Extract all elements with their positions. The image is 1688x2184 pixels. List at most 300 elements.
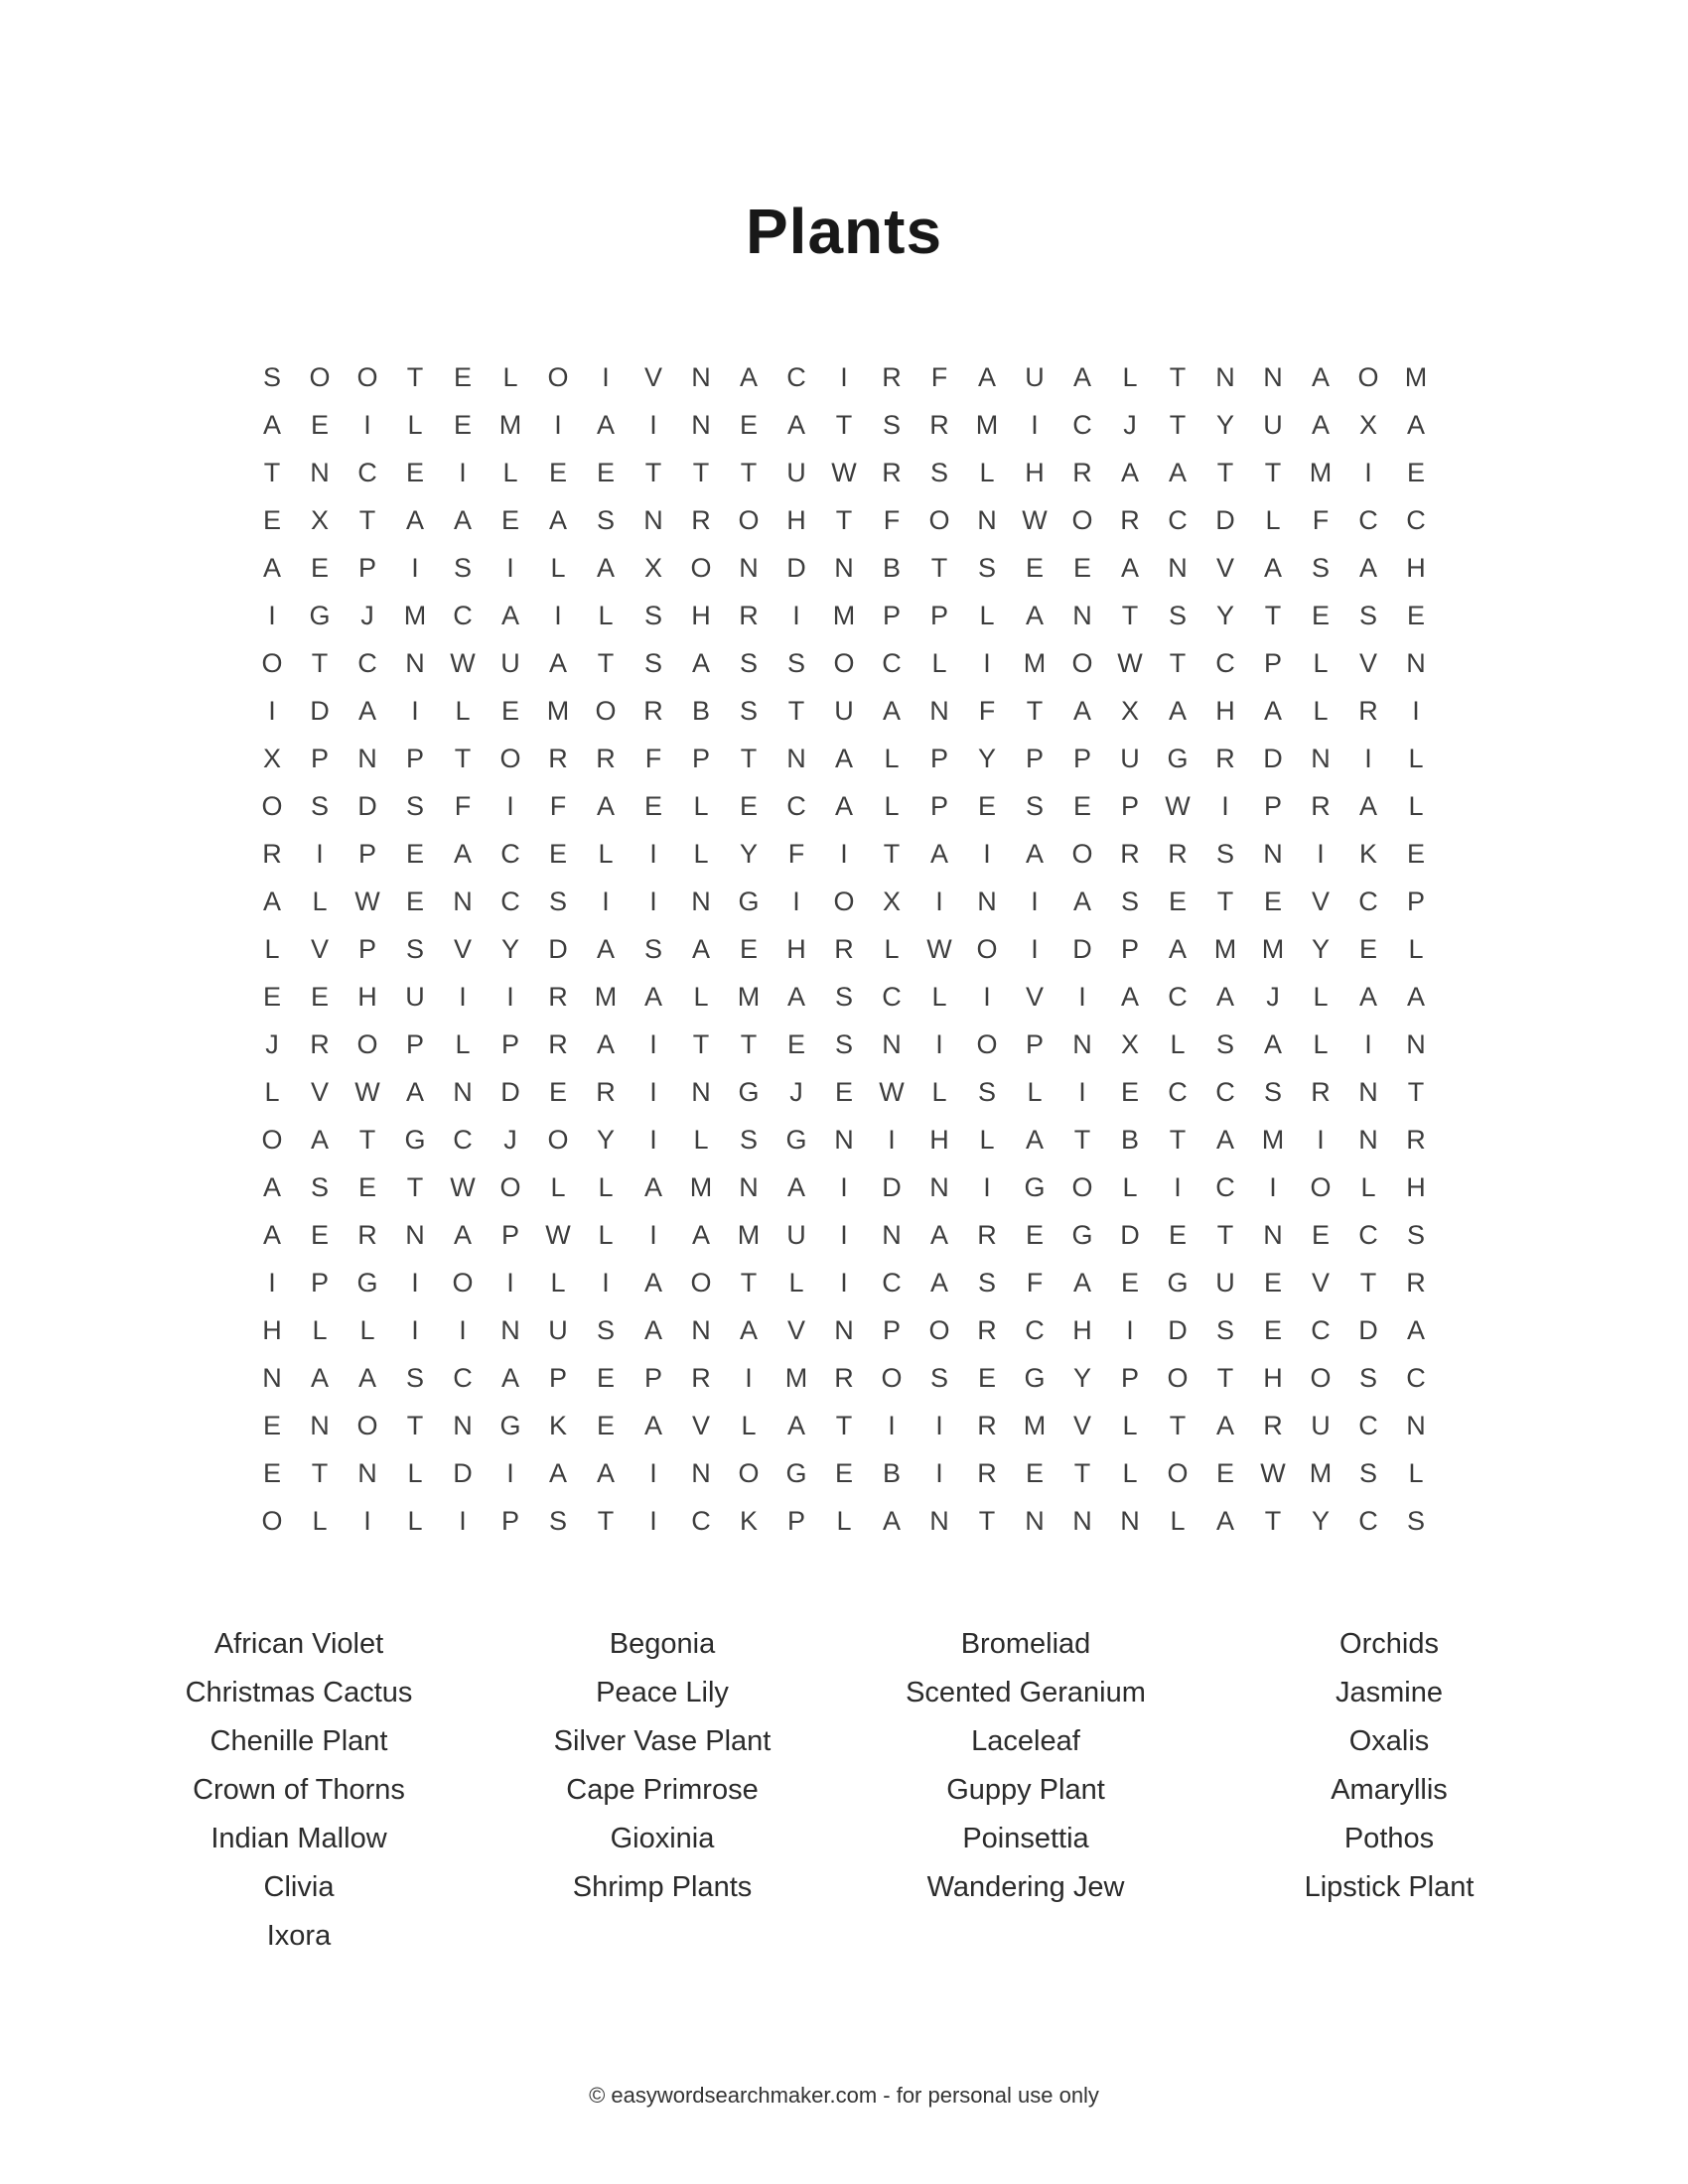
grid-letter: A xyxy=(834,790,853,821)
grid-letter: I xyxy=(840,1171,848,1202)
grid-letter: I xyxy=(840,361,848,392)
grid-letter: N xyxy=(1263,1219,1283,1250)
grid-letter: I xyxy=(983,838,991,869)
grid-letter: N xyxy=(1406,647,1426,678)
grid-letter: L xyxy=(1027,1076,1043,1107)
grid-letter: G xyxy=(738,886,760,916)
word-list-item: Laceleaf xyxy=(971,1725,1080,1757)
grid-letter: F xyxy=(1312,504,1330,535)
grid-letter: N xyxy=(691,361,711,392)
word-list-column xyxy=(117,1620,481,1961)
grid-letter: S xyxy=(977,1076,996,1107)
word-list-item: Guppy Plant xyxy=(946,1774,1105,1806)
grid-letter: I xyxy=(411,1267,419,1297)
grid-letter: Y xyxy=(1311,1505,1330,1536)
grid-letter: E xyxy=(1215,1457,1234,1488)
grid-letter: L xyxy=(931,647,947,678)
grid-letter: E xyxy=(1072,552,1091,583)
grid-letter: C xyxy=(357,647,377,678)
grid-letter: I xyxy=(649,1076,657,1107)
word-list-item: African Violet xyxy=(213,1628,384,1660)
grid-letter: I xyxy=(649,838,657,869)
grid-letter: I xyxy=(1078,1076,1086,1107)
grid-letter: Y xyxy=(500,933,519,964)
grid-letter: I xyxy=(935,886,943,916)
grid-letter: D xyxy=(357,790,377,821)
grid-letter: P xyxy=(500,1028,519,1059)
grid-letter: V xyxy=(310,1076,329,1107)
grid-letter: H xyxy=(1215,695,1235,726)
grid-letter: A xyxy=(310,1362,329,1393)
grid-letter: I xyxy=(888,1124,896,1155)
grid-letter: L xyxy=(502,457,518,487)
grid-letter: W xyxy=(545,1219,571,1250)
grid-letter: W xyxy=(450,1171,476,1202)
grid-letter: C xyxy=(1168,981,1188,1012)
grid-letter: A xyxy=(834,743,853,773)
grid-letter: I xyxy=(506,1267,514,1297)
grid-letter: P xyxy=(929,790,948,821)
grid-letter: W xyxy=(1117,647,1143,678)
grid-letter: A xyxy=(786,1171,805,1202)
grid-letter: I xyxy=(649,1028,657,1059)
grid-letter: A xyxy=(310,1124,329,1155)
grid-letter: Y xyxy=(1311,933,1330,964)
grid-letter: I xyxy=(649,886,657,916)
grid-letter: W xyxy=(450,647,476,678)
grid-letter: L xyxy=(550,1171,566,1202)
grid-letter: S xyxy=(1358,1457,1377,1488)
grid-letter: N xyxy=(834,552,854,583)
grid-letter: L xyxy=(884,743,900,773)
grid-letter: S xyxy=(1311,552,1330,583)
grid-letter: L xyxy=(979,1124,995,1155)
grid-letter: T xyxy=(263,457,281,487)
grid-letter: T xyxy=(835,409,853,440)
grid-letter: R xyxy=(1120,504,1140,535)
grid-letter: A xyxy=(262,1219,281,1250)
grid-letter: L xyxy=(598,838,614,869)
grid-letter: D xyxy=(1263,743,1283,773)
grid-letter: G xyxy=(1024,1171,1046,1202)
grid-letter: O xyxy=(356,1410,378,1440)
grid-letter: E xyxy=(1311,600,1330,630)
grid-letter: E xyxy=(1168,1219,1187,1250)
grid-letter: N xyxy=(1168,552,1188,583)
grid-letter: O xyxy=(928,1314,950,1345)
grid-letter: G xyxy=(356,1267,378,1297)
grid-letter: C xyxy=(1072,409,1092,440)
grid-letter: L xyxy=(1313,647,1329,678)
grid-letter: I xyxy=(602,1267,610,1297)
grid-letter: A xyxy=(1025,838,1044,869)
grid-letter: O xyxy=(547,1124,569,1155)
grid-letter: S xyxy=(596,1314,615,1345)
grid-letter: L xyxy=(1122,361,1138,392)
grid-letter: R xyxy=(1263,1410,1283,1440)
grid-letter: E xyxy=(262,1410,281,1440)
grid-letter: A xyxy=(1025,600,1044,630)
grid-letter: T xyxy=(311,1457,329,1488)
grid-letter: O xyxy=(690,1267,712,1297)
grid-letter: A xyxy=(786,981,805,1012)
grid-letter: C xyxy=(1215,647,1235,678)
grid-letter: E xyxy=(500,504,519,535)
grid-letter: T xyxy=(1169,1410,1187,1440)
grid-letter: W xyxy=(1260,1457,1286,1488)
grid-letter: A xyxy=(262,886,281,916)
grid-letter: L xyxy=(1122,1171,1138,1202)
grid-letter: R xyxy=(1072,457,1092,487)
grid-letter: S xyxy=(1406,1505,1425,1536)
grid-letter: L xyxy=(1122,1457,1138,1488)
grid-letter: I xyxy=(1031,933,1039,964)
grid-letter: P xyxy=(548,1362,567,1393)
grid-letter: A xyxy=(1263,552,1282,583)
grid-letter: E xyxy=(310,552,329,583)
grid-letter: A xyxy=(1072,361,1091,392)
grid-letter: T xyxy=(835,504,853,535)
grid-letter: A xyxy=(929,1219,948,1250)
word-list-column xyxy=(481,1620,844,1961)
word-list-item: Orchids xyxy=(1339,1628,1439,1660)
grid-letter: I xyxy=(935,1028,943,1059)
grid-letter: T xyxy=(1073,1457,1091,1488)
grid-letter: V xyxy=(1072,1410,1091,1440)
grid-letter: I xyxy=(1031,409,1039,440)
grid-letter: O xyxy=(881,1362,903,1393)
grid-letter: O xyxy=(1167,1457,1189,1488)
grid-letter: R xyxy=(1311,790,1331,821)
grid-letter: T xyxy=(740,743,758,773)
grid-letter: E xyxy=(453,361,472,392)
grid-letter: A xyxy=(405,1076,424,1107)
grid-letter: C xyxy=(882,1267,902,1297)
grid-letter: I xyxy=(888,1410,896,1440)
grid-letter: N xyxy=(262,1362,282,1393)
word-list-item: Indian Mallow xyxy=(211,1823,387,1854)
grid-letter: E xyxy=(405,886,424,916)
grid-letter: E xyxy=(262,504,281,535)
grid-letter: T xyxy=(740,1028,758,1059)
grid-letter: E xyxy=(786,1028,805,1059)
grid-letter: I xyxy=(1174,1171,1182,1202)
grid-letter: C xyxy=(1406,1362,1426,1393)
grid-letter: R xyxy=(977,1219,997,1250)
grid-letter: S xyxy=(739,695,758,726)
grid-letter: O xyxy=(1071,1171,1093,1202)
grid-letter: G xyxy=(1167,1267,1189,1297)
grid-letter: D xyxy=(310,695,330,726)
grid-letter: R xyxy=(882,457,902,487)
grid-letter: A xyxy=(929,1267,948,1297)
grid-letter: L xyxy=(693,790,709,821)
grid-letter: T xyxy=(1216,1362,1234,1393)
grid-letter: E xyxy=(1120,1267,1139,1297)
grid-letter: A xyxy=(691,1219,710,1250)
grid-letter: L xyxy=(1170,1028,1186,1059)
grid-letter: D xyxy=(1358,1314,1378,1345)
grid-letter: P xyxy=(882,1314,901,1345)
grid-letter: A xyxy=(500,1362,519,1393)
grid-letter: N xyxy=(310,457,330,487)
grid-letter: F xyxy=(978,695,996,726)
grid-letter: L xyxy=(788,1267,804,1297)
grid-letter: L xyxy=(312,1505,328,1536)
grid-letter: F xyxy=(930,361,948,392)
grid-letter: O xyxy=(976,933,998,964)
grid-letter: A xyxy=(453,1219,472,1250)
grid-letter: R xyxy=(882,361,902,392)
grid-letter: C xyxy=(453,1124,473,1155)
grid-letter: S xyxy=(929,1362,948,1393)
grid-letter: T xyxy=(311,647,329,678)
grid-letter: I xyxy=(459,1314,467,1345)
grid-letter: Y xyxy=(596,1124,615,1155)
grid-letter: S xyxy=(1406,1219,1425,1250)
grid-letter: M xyxy=(975,409,999,440)
grid-letter: N xyxy=(1311,743,1331,773)
word-list-item: Bromeliad xyxy=(960,1628,1091,1660)
grid-letter: N xyxy=(357,743,377,773)
grid-letter: T xyxy=(835,1410,853,1440)
grid-letter: T xyxy=(930,552,948,583)
grid-letter: I xyxy=(506,1457,514,1488)
grid-letter: L xyxy=(502,361,518,392)
grid-letter: O xyxy=(690,552,712,583)
grid-letter: P xyxy=(357,933,376,964)
grid-letter: R xyxy=(977,1457,997,1488)
grid-letter: N xyxy=(1215,361,1235,392)
grid-letter: I xyxy=(459,981,467,1012)
grid-letter: P xyxy=(1025,1028,1044,1059)
grid-letter: I xyxy=(1221,790,1229,821)
grid-letter: I xyxy=(935,1410,943,1440)
grid-letter: C xyxy=(1358,1505,1378,1536)
grid-letter: H xyxy=(1263,1362,1283,1393)
grid-letter: O xyxy=(261,647,283,678)
grid-letter: D xyxy=(1072,933,1092,964)
grid-letter: N xyxy=(691,1314,711,1345)
grid-letter: S xyxy=(643,600,662,630)
grid-letter: E xyxy=(357,1171,376,1202)
grid-letter: A xyxy=(1072,886,1091,916)
grid-letter: E xyxy=(1025,1457,1044,1488)
grid-letter: A xyxy=(1358,790,1377,821)
grid-letter: E xyxy=(500,695,519,726)
grid-letter: I xyxy=(554,600,562,630)
grid-letter: R xyxy=(1358,695,1378,726)
grid-letter: E xyxy=(977,1362,996,1393)
grid-letter: H xyxy=(262,1314,282,1345)
grid-letter: O xyxy=(1310,1171,1332,1202)
grid-letter: X xyxy=(1358,409,1377,440)
grid-letter: M xyxy=(1023,647,1047,678)
grid-letter: T xyxy=(597,1505,615,1536)
grid-letter: O xyxy=(356,1028,378,1059)
grid-letter: R xyxy=(1406,1124,1426,1155)
grid-letter: H xyxy=(1406,1171,1426,1202)
grid-letter: E xyxy=(834,1457,853,1488)
grid-letter: I xyxy=(983,1171,991,1202)
footer-text: © easywordsearchmaker.com - for personal use only xyxy=(589,2083,1099,2108)
grid-letter: L xyxy=(407,1457,423,1488)
grid-letter: V xyxy=(1025,981,1044,1012)
grid-letter: R xyxy=(548,981,568,1012)
grid-letter: P xyxy=(1072,743,1091,773)
grid-letter: O xyxy=(976,1028,998,1059)
grid-letter: C xyxy=(882,647,902,678)
grid-letter: N xyxy=(1072,1028,1092,1059)
word-list-item: Peace Lily xyxy=(596,1677,729,1708)
grid-letter: R xyxy=(977,1410,997,1440)
grid-letter: A xyxy=(596,933,615,964)
grid-letter: O xyxy=(452,1267,474,1297)
grid-letter: A xyxy=(1311,409,1330,440)
grid-letter: L xyxy=(979,457,995,487)
grid-letter: T xyxy=(406,1410,424,1440)
grid-letter: E xyxy=(596,1362,615,1393)
grid-letter: N xyxy=(929,1505,949,1536)
grid-letter: P xyxy=(1120,933,1139,964)
grid-letter: N xyxy=(929,695,949,726)
grid-letter: B xyxy=(691,695,710,726)
grid-letter: O xyxy=(499,743,521,773)
grid-letter: C xyxy=(786,790,806,821)
grid-letter: V xyxy=(643,361,662,392)
grid-letter: O xyxy=(1071,647,1093,678)
grid-letter: T xyxy=(406,361,424,392)
grid-letter: S xyxy=(643,933,662,964)
grid-letter: S xyxy=(1025,790,1044,821)
grid-letter: R xyxy=(929,409,949,440)
word-list-item: Scented Geranium xyxy=(906,1677,1146,1708)
grid-letter: W xyxy=(1022,504,1048,535)
grid-letter: S xyxy=(310,790,329,821)
grid-letter: W xyxy=(354,886,380,916)
grid-letter: H xyxy=(1025,457,1045,487)
grid-letter: M xyxy=(546,695,570,726)
grid-letter: E xyxy=(1406,600,1425,630)
grid-letter: A xyxy=(1263,1028,1282,1059)
grid-letter: B xyxy=(882,552,901,583)
grid-letter: R xyxy=(643,695,663,726)
grid-letter: A xyxy=(882,695,901,726)
grid-letter: I xyxy=(459,457,467,487)
grid-letter: L xyxy=(1170,1505,1186,1536)
grid-letter: T xyxy=(644,457,662,487)
grid-letter: E xyxy=(1358,933,1377,964)
grid-letter: A xyxy=(596,1457,615,1488)
grid-letter: T xyxy=(1216,457,1234,487)
grid-letter: L xyxy=(931,1076,947,1107)
grid-letter: E xyxy=(310,1219,329,1250)
grid-letter: P xyxy=(357,552,376,583)
grid-letter: M xyxy=(689,1171,713,1202)
grid-letter: T xyxy=(1264,457,1282,487)
grid-letter: A xyxy=(643,1267,662,1297)
grid-letter: A xyxy=(1215,981,1234,1012)
grid-letter: T xyxy=(1264,600,1282,630)
grid-letter: E xyxy=(453,409,472,440)
grid-letter: O xyxy=(738,504,760,535)
grid-letter: R xyxy=(596,743,616,773)
grid-letter: L xyxy=(884,933,900,964)
grid-letter: T xyxy=(1264,1505,1282,1536)
grid-letter: F xyxy=(883,504,901,535)
grid-letter: A xyxy=(643,1314,662,1345)
grid-letter: S xyxy=(310,1171,329,1202)
grid-letter: L xyxy=(1265,504,1281,535)
grid-letter: F xyxy=(549,790,567,821)
grid-letter: S xyxy=(834,1028,853,1059)
grid-letter: N xyxy=(691,409,711,440)
grid-letter: N xyxy=(834,1124,854,1155)
grid-letter: E xyxy=(1263,1267,1282,1297)
grid-letter: M xyxy=(784,1362,808,1393)
grid-letter: I xyxy=(268,600,276,630)
grid-letter: T xyxy=(692,1028,710,1059)
grid-letter: U xyxy=(1215,1267,1235,1297)
grid-letter: J xyxy=(360,600,374,630)
grid-letter: A xyxy=(1120,457,1139,487)
grid-letter: F xyxy=(1026,1267,1044,1297)
grid-letter: T xyxy=(1169,361,1187,392)
grid-letter: L xyxy=(1408,790,1424,821)
word-list-item: Clivia xyxy=(263,1871,335,1903)
grid-letter: O xyxy=(356,361,378,392)
grid-letter: C xyxy=(1311,1314,1331,1345)
grid-letter: P xyxy=(1263,647,1282,678)
grid-letter: M xyxy=(403,600,427,630)
word-list-item: Ixora xyxy=(266,1920,332,1952)
grid-letter: R xyxy=(739,600,759,630)
grid-letter: N xyxy=(357,1457,377,1488)
grid-letter: J xyxy=(265,1028,279,1059)
grid-letter: A xyxy=(643,981,662,1012)
grid-letter: J xyxy=(1123,409,1137,440)
grid-letter: N xyxy=(1406,1028,1426,1059)
grid-letter: N xyxy=(500,1314,520,1345)
grid-letter: L xyxy=(693,981,709,1012)
grid-letter: I xyxy=(268,1267,276,1297)
grid-letter: I xyxy=(363,1505,371,1536)
grid-letter: S xyxy=(739,1124,758,1155)
grid-letter: N xyxy=(453,886,473,916)
grid-letter: I xyxy=(983,981,991,1012)
grid-letter: G xyxy=(785,1457,807,1488)
grid-letter: R xyxy=(1311,1076,1331,1107)
grid-letter: L xyxy=(1360,1171,1376,1202)
grid-letter: H xyxy=(786,933,806,964)
grid-letter: V xyxy=(453,933,472,964)
grid-letter: A xyxy=(1168,695,1187,726)
grid-letter: O xyxy=(1357,361,1379,392)
grid-letter: I xyxy=(983,647,991,678)
word-list-item: Poinsettia xyxy=(962,1823,1089,1854)
grid-letter: T xyxy=(692,457,710,487)
grid-letter: A xyxy=(548,647,567,678)
grid-letter: V xyxy=(1215,552,1234,583)
grid-letter: A xyxy=(786,409,805,440)
grid-letter: R xyxy=(357,1219,377,1250)
grid-letter: R xyxy=(1168,838,1188,869)
grid-letter: H xyxy=(357,981,377,1012)
grid-letter: J xyxy=(503,1124,517,1155)
grid-letter: P xyxy=(1406,886,1425,916)
grid-letter: N xyxy=(1263,361,1283,392)
grid-letter: H xyxy=(1072,1314,1092,1345)
